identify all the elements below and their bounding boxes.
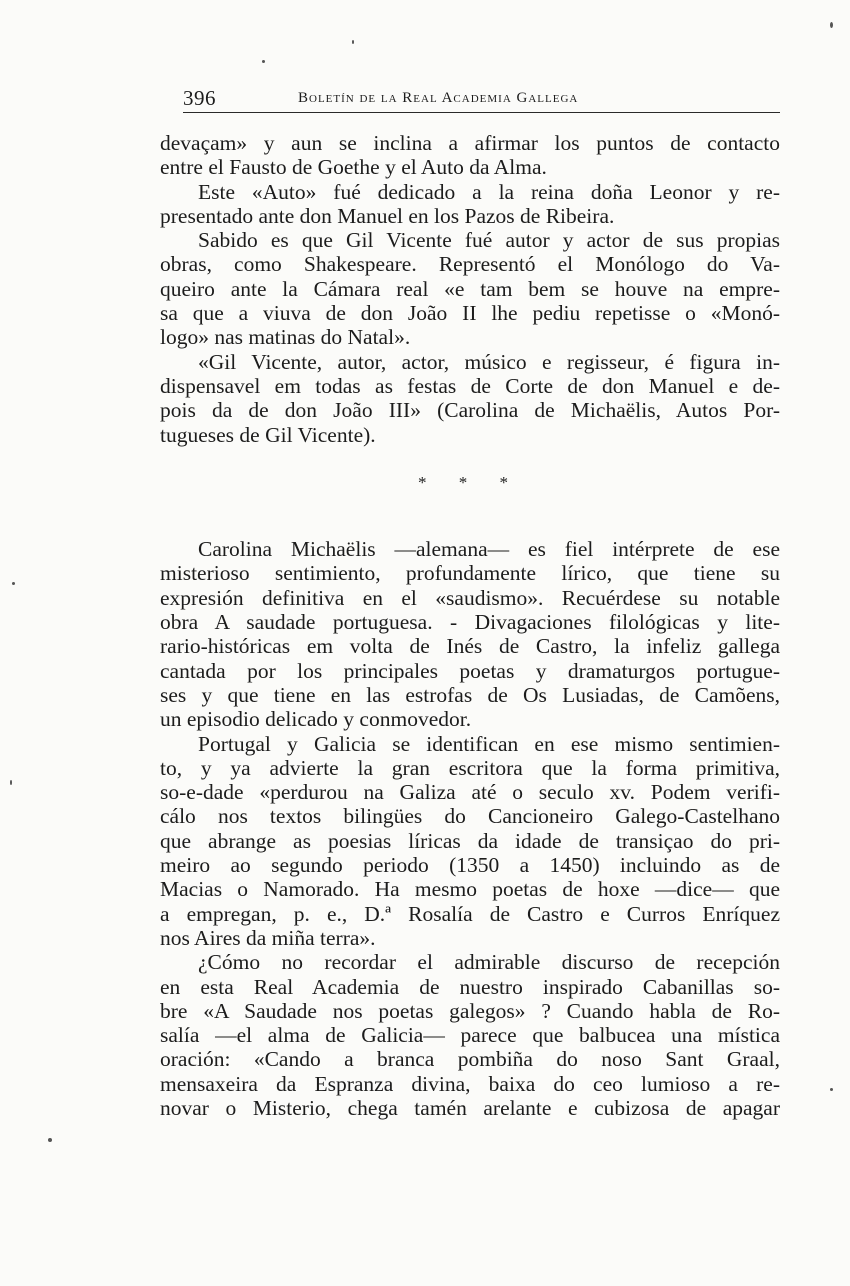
scan-speck [830,1088,833,1091]
text-line: so-e-dade «perdurou na Galiza até o seculo xv. Podem verifi- [160,780,780,805]
scan-speck [262,60,265,63]
text-line: pois da de don João III» (Carolina de Michaëlis, Autos Por- [160,398,780,423]
text-line: rario-históricas em volta de Inés de Castro, la infeliz gallega [160,634,780,659]
text-line: Este «Auto» fué dedicado a la reina doña Leonor y re- [198,179,780,204]
text-line: un episodio delicado y conmovedor. [160,707,472,732]
text-line: cálo nos textos bilingües do Cancioneiro Galego-Castelhano [160,804,780,829]
text-line: obra A saudade portuguesa. - Divagaciones filológicas y lite- [160,610,780,635]
body-text [160,131,780,1120]
text-line: sa que a viuva de don João II lhe pediu repetisse o «Monó- [160,301,780,326]
text-line: entre el Fausto de Goethe y el Auto da Alma. [160,155,547,180]
text-line: obras, como Shakespeare. Representó el Monólogo do Va- [160,252,780,277]
page-number: 396 [183,86,216,110]
text-line: to, y ya advierte la gran escritora que la forma primitiva, [160,755,780,780]
text-line: ¿Cómo no recordar el admirable discurso de recepción [198,950,780,975]
text-line: dispensavel em todas as festas de Corte de don Manuel e de- [160,373,780,398]
text-line: ses y que tiene en las estrofas de Os Lusiadas, de Camõens, [160,682,780,707]
text-line: presentado ante don Manuel en los Pazos de Ribeira. [160,203,615,228]
text-line: Sabido es que Gil Vicente fué autor y actor de sus propias [198,228,780,253]
text-line: bre «A Saudade nos poetas galegos» ? Cuando habla de Ro- [160,998,780,1023]
text-line: a empregan, p. e., D.ª Rosalía de Castro e Curros Enríquez [160,901,780,926]
text-line: meiro ao segundo periodo (1350 a 1450) incluindo as de [160,853,780,878]
text-line: salía —el alma de Galicia— parece que balbucea una mística [160,1023,780,1048]
text-line: mensaxeira da Espranza divina, baixa do ceo lumioso a re- [160,1071,780,1096]
text-line: Macias o Namorado. Ha mesmo poetas de hoxe —dice— que [160,877,780,902]
text-line: Portugal y Galicia se identifican en ese mismo sentimien- [198,731,780,756]
text-line: expresión definitiva en el «saudismo». Recuérdese su notable [160,585,780,610]
page-header [183,82,780,113]
text-line: queiro ante la Cámara real «e tam bem se houve na empre- [160,276,780,301]
text-line: nos Aires da miña terra». [160,925,376,950]
text-line: oración: «Cando a branca pombiña do noso Sant Graal, [160,1047,780,1072]
text-line: que abrange as poesias líricas da idade de transiçao do pri- [160,828,780,853]
scan-speck [48,1138,52,1142]
scan-speck [10,780,12,785]
text-line: tugueses de Gil Vicente). [160,422,376,447]
text-line: logo» nas matinas do Natal». [160,325,411,350]
scan-speck [830,22,833,28]
text-line: misterioso sentimiento, profundamente lírico, que tiene su [160,561,780,586]
text-line: «Gil Vicente, autor, actor, músico e regisseur, é figura in- [198,349,780,374]
text-line: Carolina Michaëlis —alemana— es fiel intérprete de ese [198,537,780,562]
running-title: Boletín de la Real Academia Gallega [298,90,579,106]
text-line: cantada por los principales poetas y dramaturgos portugue- [160,658,780,683]
text-line: devaçam» y aun se inclina a afirmar los puntos de contacto [160,131,780,155]
section-separator: * * * [418,472,522,492]
text-line: en esta Real Academia de nuestro inspirado Cabanillas so- [160,974,780,999]
scan-speck [12,582,15,585]
text-line: novar o Misterio, chega tamén arelante e cubizosa de apagar [160,1095,780,1120]
scan-speck [352,40,354,44]
